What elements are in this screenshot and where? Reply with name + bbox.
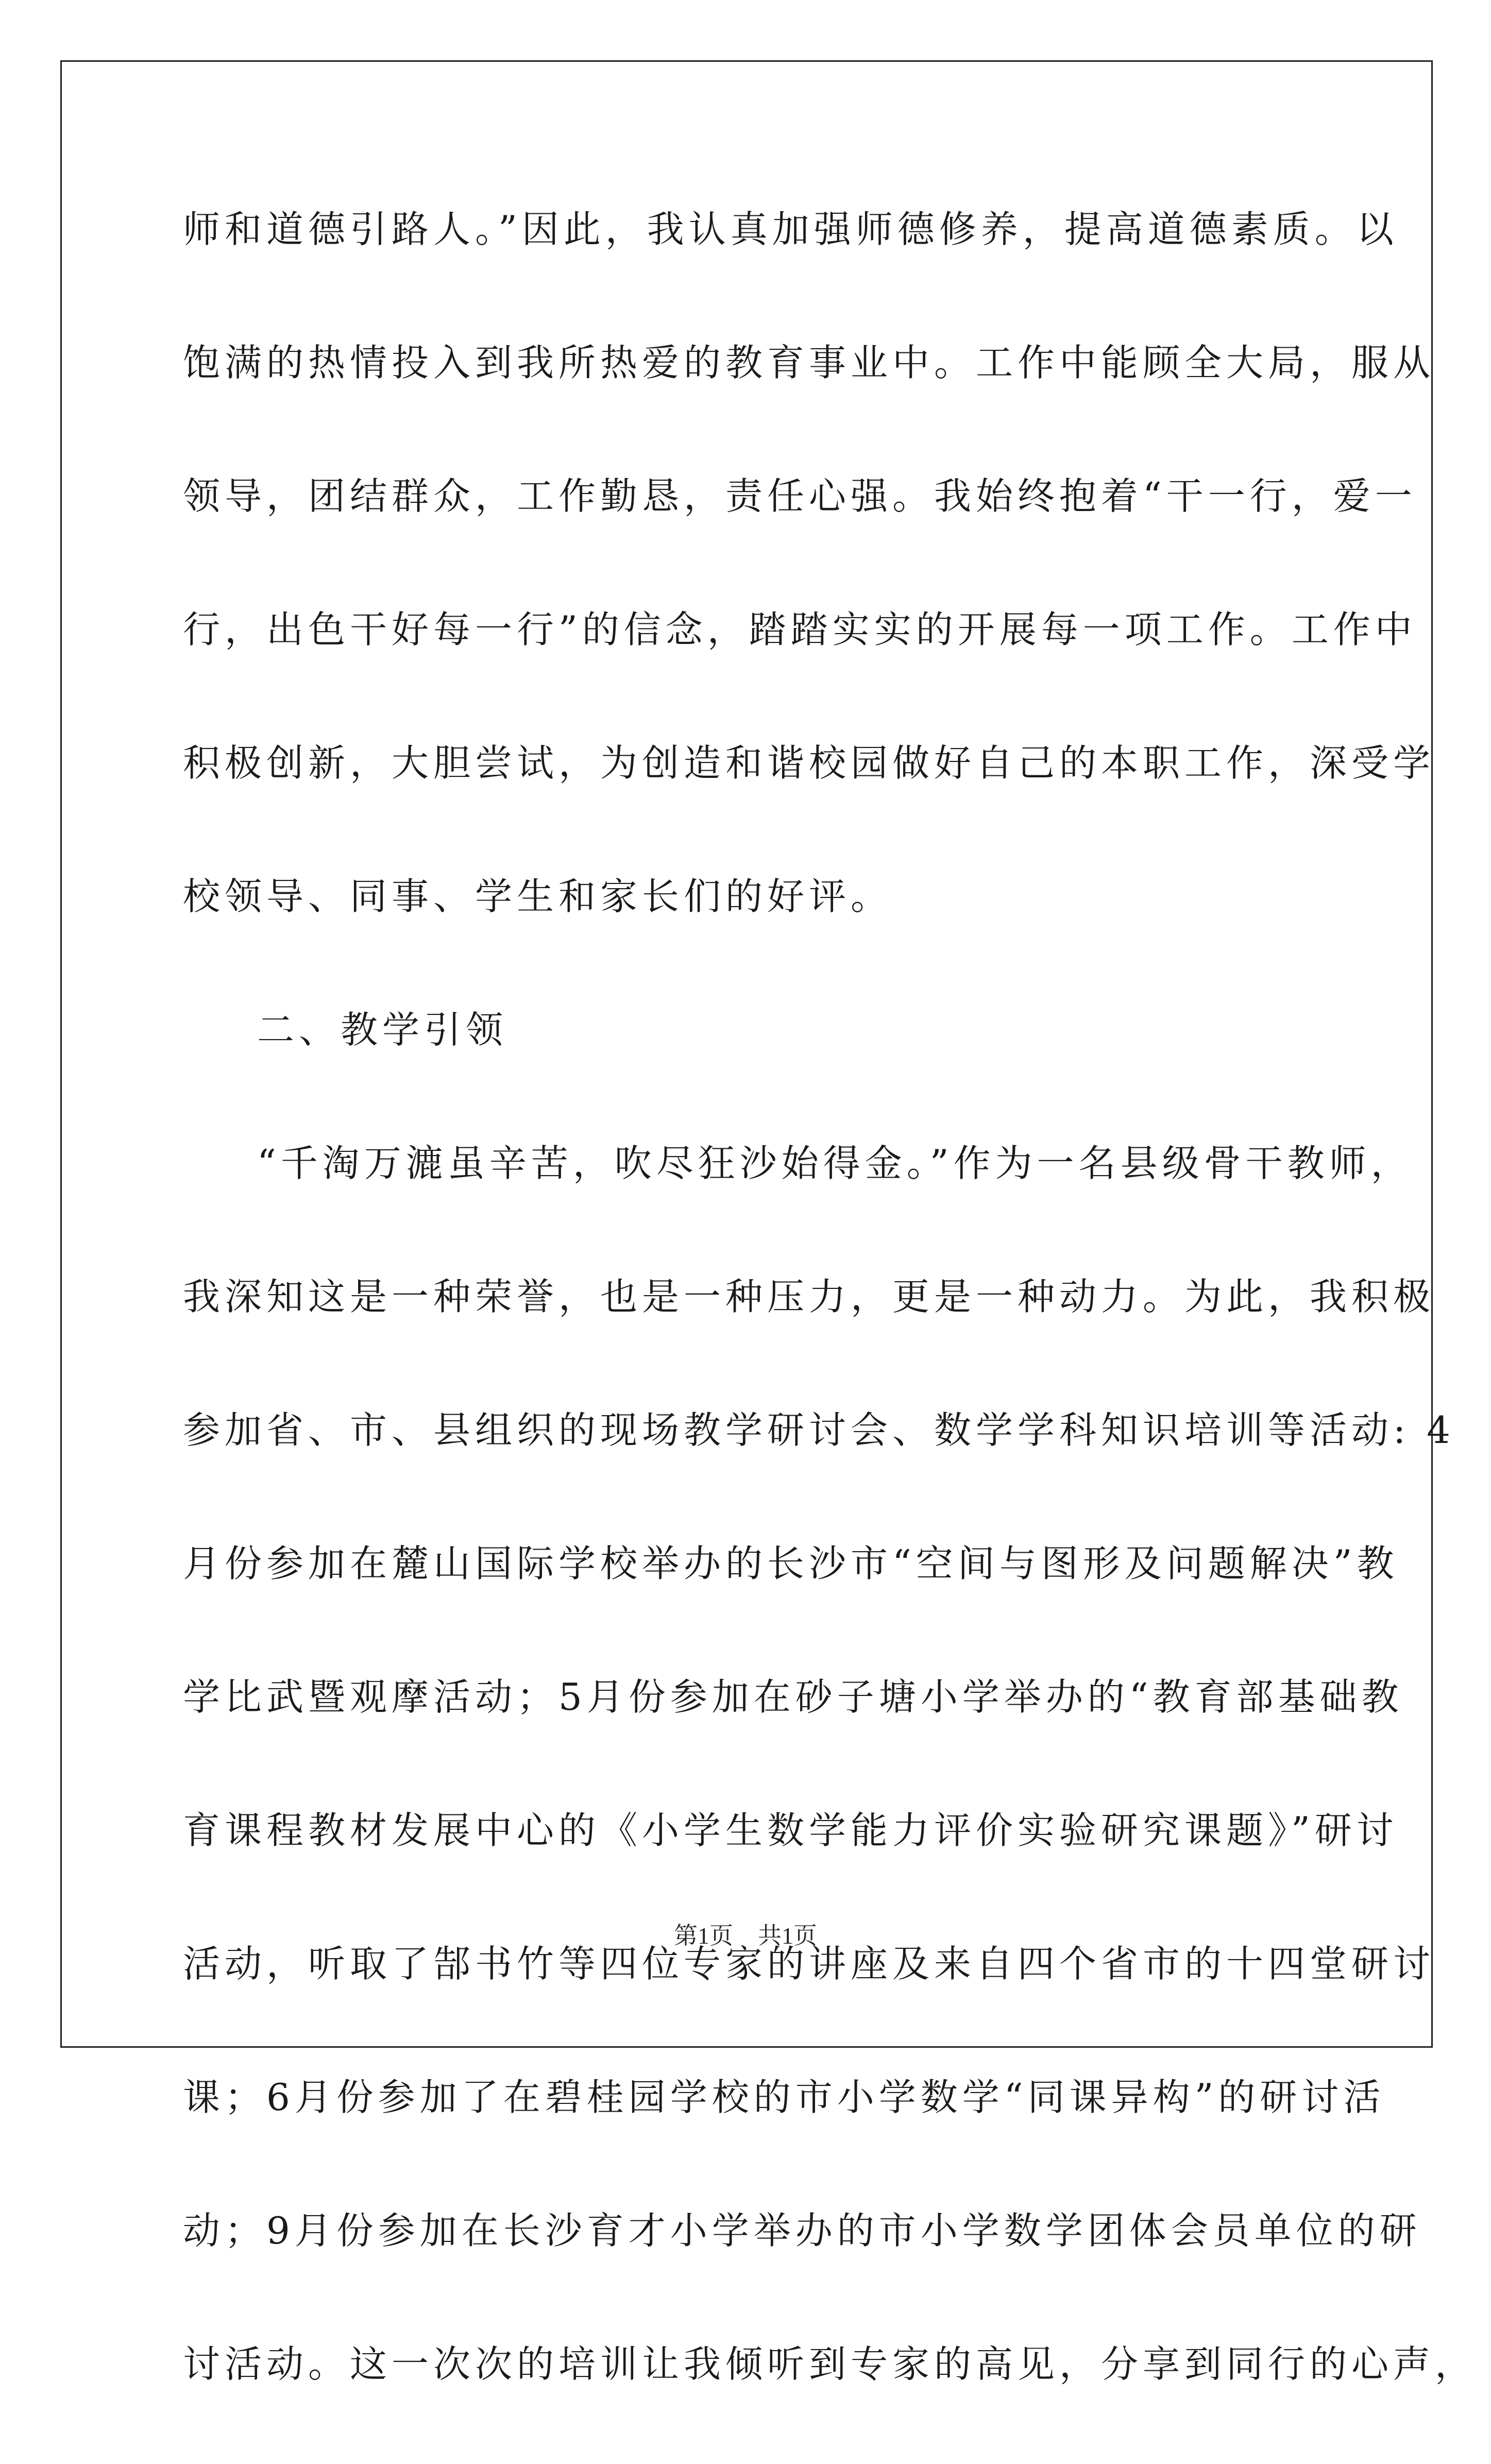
paragraph-line: 活动，听取了郜书竹等四位专家的讲座及来自四个省市的十四堂研讨 xyxy=(183,1942,1435,1985)
page-number: 第1页 xyxy=(674,1923,733,1949)
paragraph-line: 讨活动。这一次次的培训让我倾听到专家的高见，分享到同行的心声， xyxy=(183,2342,1477,2386)
page-total: 共1页 xyxy=(758,1923,817,1949)
paragraph-line: 校领导、同事、学生和家长们的好评。 xyxy=(183,875,893,918)
paragraph-line: 行，出色干好每一行”的信念，踏踏实实的开展每一项工作。工作中 xyxy=(183,608,1417,651)
paragraph-line: 领导，团结群众，工作勤恳，责任心强。我始终抱着“干一行，爱一 xyxy=(183,474,1417,518)
section-heading: 二、教学引领 xyxy=(257,1008,508,1051)
paragraph-line: 动；9月份参加在长沙育才小学举办的市小学数学团体会员单位的研 xyxy=(183,2209,1421,2252)
page-footer xyxy=(0,1921,1491,1951)
paragraph-line: 饱满的热情投入到我所热爱的教育事业中。工作中能顾全大局，服从 xyxy=(183,341,1435,384)
paragraph-line: “千淘万漉虽辛苦，吹尽狂沙始得金。”作为一名县级骨干教师， xyxy=(257,1142,1413,1185)
paragraph-line: 育课程教材发展中心的《小学生数学能力评价实验研究课题》”研讨 xyxy=(183,1809,1398,1852)
paragraph-line: 学比武暨观摩活动；5月份参加在砂子塘小学举办的“教育部基础教 xyxy=(183,1675,1403,1719)
paragraph-line: 积极创新，大胆尝试，为创造和谐校园做好自己的本职工作，深受学 xyxy=(183,741,1435,785)
paragraph-line: 课；6月份参加了在碧桂园学校的市小学数学“同课异构”的研讨活 xyxy=(183,2076,1385,2119)
paragraph-line: 我深知这是一种荣誉，也是一种压力，更是一种动力。为此，我积极 xyxy=(183,1275,1435,1318)
paragraph-line: 月份参加在麓山国际学校举办的长沙市“空间与图形及问题解决”教 xyxy=(183,1542,1399,1585)
paragraph-line: 师和道德引路人。”因此，我认真加强师德修养，提高道德素质。以 xyxy=(183,208,1398,251)
document-body xyxy=(183,196,1477,2464)
paragraph-line: 参加省、市、县组织的现场教学研讨会、数学学科知识培训等活动: 4 xyxy=(183,1408,1455,1452)
